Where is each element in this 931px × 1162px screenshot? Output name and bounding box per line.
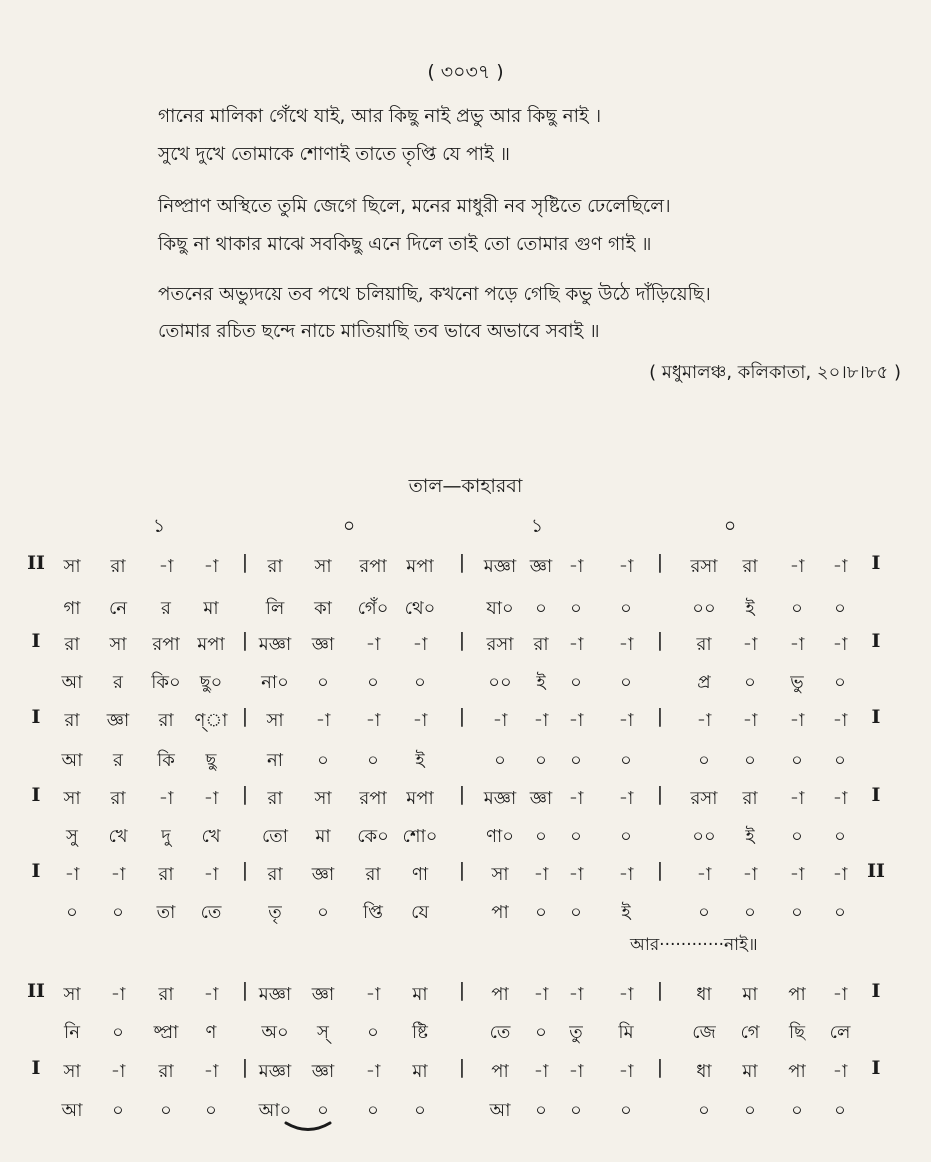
swara-cell: -া [533,864,549,885]
swara-cell: -া [618,1061,634,1082]
beat-marker: ০ [723,515,737,537]
lyric-cell: ষ্প্রা [153,1022,179,1043]
poem-line: তোমার রচিত ছন্দে নাচে মাতিয়াছি তব ভাবে অভাবে সবাই ॥ [158,321,600,342]
lyric-cell: আ [489,1100,511,1121]
lyric-row [0,746,931,776]
bar-line-right: I [871,1057,881,1079]
bar-line-left: I [31,706,41,728]
lyric-cell: ০ [791,750,803,771]
swara-cell: -া [618,864,634,885]
swara-cell: মা [742,1061,758,1082]
swara-cell: -া [568,864,584,885]
swara-cell: রসা [690,788,718,809]
lyric-cell: নি [64,1022,80,1043]
swara-cell: মজ্ঞা [483,788,517,809]
lyric-cell: ০ [66,902,78,923]
swara-cell: -া [110,984,126,1005]
lyric-cell: স্ [317,1022,329,1043]
lyric-cell: তো [261,826,289,847]
bar-line-right: I [871,630,881,652]
lyric-cell: ০ [112,1022,124,1043]
swara-cell: ণা [411,864,429,885]
lyric-cell: ০ [535,826,547,847]
lyric-cell: আ০ [258,1100,292,1121]
bar-line-left: I [31,784,41,806]
swara-cell: ধা [696,1061,712,1082]
swara-cell: সা [314,556,332,577]
lyric-cell: ণ [205,1022,217,1043]
swara-cell: রা [267,788,283,809]
lyric-cell: ০ [414,672,426,693]
swara-cell: -া [568,710,584,731]
swara-cell: ণ্া [194,710,228,731]
swara-cell: -া [789,788,805,809]
lyric-row [0,594,931,624]
swara-cell: -া [696,864,712,885]
lyric-cell: জে [692,1022,716,1043]
lyric-cell: গা [63,598,81,619]
lyric-cell: নে [108,598,128,619]
swara-cell: মপা [406,556,434,577]
swara-cell: রা [158,984,174,1005]
poem-line: সুখে দুখে তোমাকে শোণাই তাতে তৃপ্তি যে পাই ॥ [158,144,511,165]
lyric-cell: আ [61,672,83,693]
beat-separator: | [458,705,466,727]
lyric-cell: ০ [834,902,846,923]
beat-separator: | [241,979,249,1001]
lyric-cell: তে [200,902,222,923]
swara-cell: রা [267,556,283,577]
lyric-cell: খে [108,826,128,847]
lyric-cell: তু [569,1022,583,1043]
lyric-cell: ই [415,750,425,771]
lyric-cell: ০ [744,1100,756,1121]
swara-cell: মা [742,984,758,1005]
swara-cell: মা [412,984,428,1005]
swara-cell: রা [267,864,283,885]
swara-cell: রা [533,634,549,655]
bar-line-left: II [27,552,45,574]
swara-cell: -া [533,710,549,731]
swara-cell: রপা [359,788,387,809]
beat-separator: | [241,551,249,573]
lyric-cell: অ০ [261,1022,289,1043]
swara-cell: -া [315,710,331,731]
taal-heading: তাল—কাহারবা [408,475,523,497]
swara-cell: -া [533,984,549,1005]
lyric-cell: ই [621,902,631,923]
swara-cell: -া [365,634,381,655]
lyric-cell: ০ [698,1100,710,1121]
lyric-row [0,822,931,852]
lyric-cell: আ [61,750,83,771]
swara-cell: -া [203,556,219,577]
lyric-cell: ০ [535,598,547,619]
beat-separator: | [458,859,466,881]
swara-cell: মজ্ঞা [483,556,517,577]
swara-cell: -া [412,710,428,731]
lyric-cell: ০ [791,1100,803,1121]
swara-cell: মজ্ঞা [258,984,292,1005]
swara-cell: -া [412,634,428,655]
lyric-cell: ০ [698,750,710,771]
swara-cell: -া [618,710,634,731]
beat-separator: | [458,629,466,651]
swara-cell: -া [365,984,381,1005]
swara-cell: -া [64,864,80,885]
swara-cell: রা [110,788,126,809]
lyric-cell: ০ [535,1022,547,1043]
swara-row [0,552,931,582]
lyric-cell: মি [618,1022,634,1043]
swara-cell: সা [63,984,81,1005]
swara-cell: পা [788,1061,806,1082]
lyric-cell: কি [157,750,175,771]
lyric-cell: ০ [317,1100,329,1121]
bar-line-right: I [871,980,881,1002]
swara-cell: মজ্ঞা [258,1061,292,1082]
lyric-cell: ০ [620,598,632,619]
swara-cell: জ্ঞা [311,984,335,1005]
swara-cell: -া [365,1061,381,1082]
lyric-cell: ০ [698,902,710,923]
poem-line: গানের মালিকা গেঁথে যাই, আর কিছু নাই প্রভু আর কিছু নাই । [158,106,602,127]
beat-separator: | [656,859,664,881]
lyric-row [0,1018,931,1048]
swara-cell: -া [742,864,758,885]
swara-cell: -া [203,984,219,1005]
swara-cell: পা [491,1061,509,1082]
swara-cell: -া [492,710,508,731]
swara-cell: রা [158,710,174,731]
swara-row [0,860,931,890]
swara-cell: রা [742,788,758,809]
lyric-cell: ছু [205,750,217,771]
beat-marker: ০ [342,515,356,537]
beat-separator: | [241,1056,249,1078]
lyric-cell: ০ [570,1100,582,1121]
lyric-cell: ০ [317,750,329,771]
bar-line-right: II [867,860,885,882]
lyric-cell: ছু০ [199,672,223,693]
beat-separator: | [656,979,664,1001]
bar-line-left: II [27,980,45,1002]
bar-line-right: I [871,706,881,728]
lyric-cell: ০ [620,672,632,693]
lyric-cell: ছি [788,1022,806,1043]
poem-line: কিছু না থাকার মাঝে সবকিছু এনে দিলে তাই তো তোমার গুণ গাই ॥ [158,234,652,255]
swara-cell: -া [568,634,584,655]
beat-marker: ১ [152,515,166,537]
lyric-cell: কা [314,598,332,619]
lyric-cell: ০ [317,672,329,693]
lyric-cell: ই [745,598,755,619]
lyric-cell: ০ [367,1100,379,1121]
swara-cell: সা [63,788,81,809]
lyric-cell: ই [745,826,755,847]
page-number: ( ৩০৩৭ ) [427,61,504,83]
lyric-cell: ০ [367,750,379,771]
bar-line-left: I [31,860,41,882]
lyric-cell: গে [740,1022,760,1043]
lyric-cell: ০ [494,750,506,771]
swara-cell: জ্ঞা [529,556,553,577]
lyric-cell: ০০ [692,598,716,619]
lyric-cell: তৃ [268,902,282,923]
lyric-row [0,1096,931,1126]
swara-row [0,630,931,660]
swara-row [0,706,931,736]
end-note: আর············নাই॥ [630,935,758,955]
swara-cell: -া [789,864,805,885]
lyric-cell: ০০ [692,826,716,847]
beat-separator: | [241,705,249,727]
swara-cell: রপা [359,556,387,577]
swara-cell: -া [832,864,848,885]
swara-cell: -া [789,556,805,577]
swara-cell: সা [63,1061,81,1082]
lyric-cell: সু [66,826,78,847]
beat-separator: | [241,629,249,651]
lyric-cell: ০ [834,598,846,619]
swara-cell: ধা [696,984,712,1005]
swara-cell: -া [158,788,174,809]
beat-separator: | [458,979,466,1001]
lyric-cell: ০ [367,1022,379,1043]
swara-cell: রপা [152,634,180,655]
swara-cell: জ্ঞা [529,788,553,809]
lyric-cell: ০ [535,1100,547,1121]
lyric-row [0,668,931,698]
lyric-cell: ০ [414,1100,426,1121]
swara-cell: -া [832,984,848,1005]
lyric-row [0,898,931,928]
beat-separator: | [458,551,466,573]
lyric-cell: ০ [205,1100,217,1121]
lyric-cell: লে [829,1022,851,1043]
lyric-cell: পা [491,902,509,923]
lyric-cell: তে [489,1022,511,1043]
swara-cell: -া [832,710,848,731]
lyric-cell: গেঁ০ [357,598,389,619]
swara-cell: -া [789,634,805,655]
lyric-cell: ০ [620,826,632,847]
swara-cell: মপা [406,788,434,809]
swara-cell: রা [64,634,80,655]
lyric-cell: ০ [535,902,547,923]
swara-cell: সা [109,634,127,655]
swara-cell: রসা [486,634,514,655]
swara-cell: -া [110,1061,126,1082]
lyric-cell: ০ [570,598,582,619]
swara-cell: রা [365,864,381,885]
lyric-cell: শো০ [402,826,438,847]
swara-cell: জ্ঞা [106,710,130,731]
swara-row [0,1057,931,1087]
lyric-cell: দু [161,826,171,847]
lyric-cell: ০ [570,672,582,693]
swara-cell: -া [832,1061,848,1082]
beat-separator: | [656,629,664,651]
lyric-cell: ষ্টি [412,1022,428,1043]
beat-separator: | [458,1056,466,1078]
swara-cell: -া [696,710,712,731]
swara-cell: -া [568,1061,584,1082]
beat-separator: | [656,783,664,805]
lyric-cell: তা [156,902,176,923]
lyric-cell: ০ [620,750,632,771]
swara-cell: মা [412,1061,428,1082]
lyric-cell: ০ [834,672,846,693]
lyric-cell: ০ [112,902,124,923]
swara-row [0,784,931,814]
lyric-cell: ০ [744,902,756,923]
lyric-cell: না [267,750,283,771]
lyric-cell: খে [201,826,221,847]
swara-cell: সা [314,788,332,809]
lyric-cell: র [113,672,123,693]
swara-cell: -া [618,556,634,577]
poem-credit: ( মধুমালঞ্চ, কলিকাতা, ২০।৮।৮৫ ) [649,362,901,383]
swara-cell: -া [203,1061,219,1082]
swara-cell: মজ্ঞা [258,634,292,655]
lyric-cell: ০ [535,750,547,771]
swara-cell: জ্ঞা [311,1061,335,1082]
lyric-cell: ০ [744,750,756,771]
poem-line: নিষ্প্রাণ অস্থিতে তুমি জেগে ছিলে, মনের মাধুরী নব সৃষ্টিতে ঢেলেছিলে। [158,196,671,217]
swara-cell: রা [158,864,174,885]
swara-cell: পা [788,984,806,1005]
slur-mark [284,1120,332,1136]
lyric-cell: মা [315,826,331,847]
swara-cell: -া [203,864,219,885]
lyric-cell: র [161,598,171,619]
swara-row [0,980,931,1010]
swara-cell: রা [110,556,126,577]
lyric-cell: ০ [791,826,803,847]
swara-cell: -া [618,634,634,655]
lyric-cell: যে [411,902,429,923]
swara-cell: মপা [197,634,225,655]
beat-separator: | [241,783,249,805]
lyric-cell: ০ [367,672,379,693]
bar-line-left: I [31,1057,41,1079]
lyric-cell: লি [265,598,285,619]
swara-cell: রা [696,634,712,655]
lyric-cell: ০ [160,1100,172,1121]
swara-cell: -া [618,984,634,1005]
beat-separator: | [656,705,664,727]
swara-cell: -া [742,634,758,655]
beat-separator: | [656,1056,664,1078]
lyric-cell: ০ [570,902,582,923]
bar-line-right: I [871,784,881,806]
swara-cell: -া [568,556,584,577]
swara-cell: -া [110,864,126,885]
lyric-cell: থে০ [404,598,436,619]
swara-cell: জ্ঞা [311,634,335,655]
lyric-cell: ০ [570,826,582,847]
lyric-cell: ০০ [488,672,512,693]
lyric-cell: কে০ [357,826,389,847]
lyric-cell: ০ [620,1100,632,1121]
beat-separator: | [241,859,249,881]
swara-cell: -া [832,556,848,577]
lyric-cell: ০ [791,598,803,619]
lyric-cell: ণা০ [486,826,514,847]
lyric-cell: ০ [834,750,846,771]
swara-cell: সা [266,710,284,731]
swara-cell: রা [742,556,758,577]
lyric-cell: ০ [317,902,329,923]
beat-marker: ১ [530,515,544,537]
swara-cell: পা [491,984,509,1005]
bar-line-right: I [871,552,881,574]
lyric-cell: কি০ [151,672,181,693]
swara-cell: সা [491,864,509,885]
swara-cell: -া [618,788,634,809]
swara-cell: -া [158,556,174,577]
lyric-cell: ০ [744,672,756,693]
lyric-cell: ০ [112,1100,124,1121]
lyric-cell: ০ [834,826,846,847]
lyric-cell: ০ [570,750,582,771]
swara-cell: -া [789,710,805,731]
lyric-cell: যা০ [486,598,514,619]
swara-cell: রা [64,710,80,731]
lyric-cell: আ [61,1100,83,1121]
lyric-cell: ভু [790,672,804,693]
poem-line: পতনের অভ্যুদয়ে তব পথে চলিয়াছি, কখনো পড়ে গেছি কভু উঠে দাঁড়িয়েছি। [158,284,711,305]
bar-line-left: I [31,630,41,652]
beat-separator: | [458,783,466,805]
lyric-cell: ই [536,672,546,693]
swara-cell: -া [568,788,584,809]
swara-cell: -া [533,1061,549,1082]
lyric-cell: ০ [791,902,803,923]
swara-cell: রা [158,1061,174,1082]
lyric-cell: প্র [697,672,711,693]
swara-cell: রসা [690,556,718,577]
swara-cell: -া [568,984,584,1005]
swara-cell: সা [63,556,81,577]
swara-cell: -া [832,634,848,655]
swara-cell: -া [203,788,219,809]
lyric-cell: প্তি [363,902,383,923]
lyric-cell: মা [203,598,219,619]
swara-cell: -া [365,710,381,731]
lyric-cell: র [113,750,123,771]
swara-cell: -া [832,788,848,809]
lyric-cell: ০ [834,1100,846,1121]
swara-cell: জ্ঞা [311,864,335,885]
swara-cell: -া [742,710,758,731]
lyric-cell: না০ [261,672,289,693]
beat-separator: | [656,551,664,573]
